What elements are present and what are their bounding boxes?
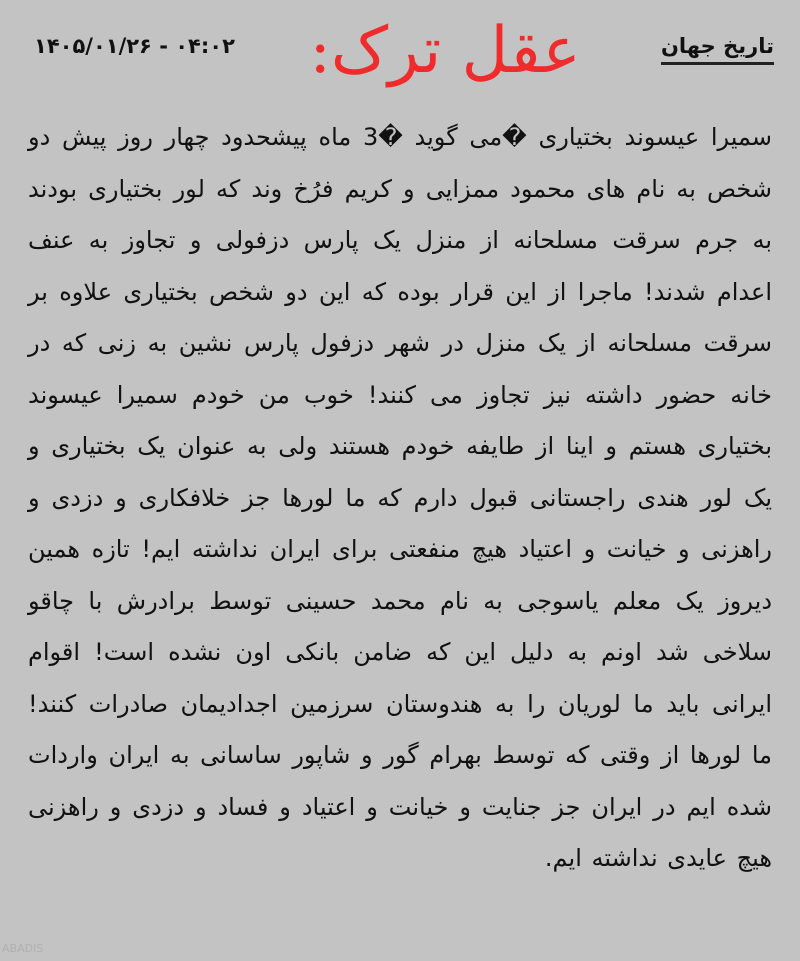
post-datetime: ۱۴۰۵/۰۱/۲۶ - ۰۴:۰۲ [34,34,235,58]
post-title: عقل ترک: [309,14,581,88]
watermark: ABADIS [2,942,44,955]
article-body: سمیرا عیسوند بختیاری �می گوید �3 ماه پیشحدود چهار روز پیش دو شخص به نام های محمود ممزایی و کریم فرُخ وند که لور بختیاری بودند به جرم سرقت مسلحانه از منزل یک پارس دزفولی و تجاوز به عنف اعدام شدند! ماجرا از این قرار بوده که این دو شخص بختیاری علاوه بر سرقت مسلحانه از یک منزل در شهر دزفول پارس نشین به زنی که در خانه حضور داشته نیز تجاوز می کنند! خوب من خودم سمیرا عیسوند بختیاری هستم و اینا از طایفه خودم هستند ولی به عنوان یک بختیاری و یک لور هندی راجستانی قبول دارم که ما لورها جز خلافکاری و دزدی و راهزنی و خیانت و اعتیاد هیچ منفعتی برای ایران نداشته ایم! تازه همین دیروز یک معلم یاسوجی به نام محمد حسینی توسط برادرش با چاقو سلاخی شد اونم به دلیل این که ضامن بانکی اون نشده است! اقوام ایرانی باید ما لوریان را به هندوستان سرزمین اجدادیمان صادرات کنند! ما لورها از وقتی که توسط بهرام گور و شاپور ساسانی به ایران واردات شده ایم در ایران جز جنایت و خیانت و اعتیاد و فساد و دزدی و راهزنی هیچ عایدی نداشته ایم. [28,123,772,872]
post-header [0,0,800,112]
category-link[interactable]: تاریخ جهان [661,34,774,65]
